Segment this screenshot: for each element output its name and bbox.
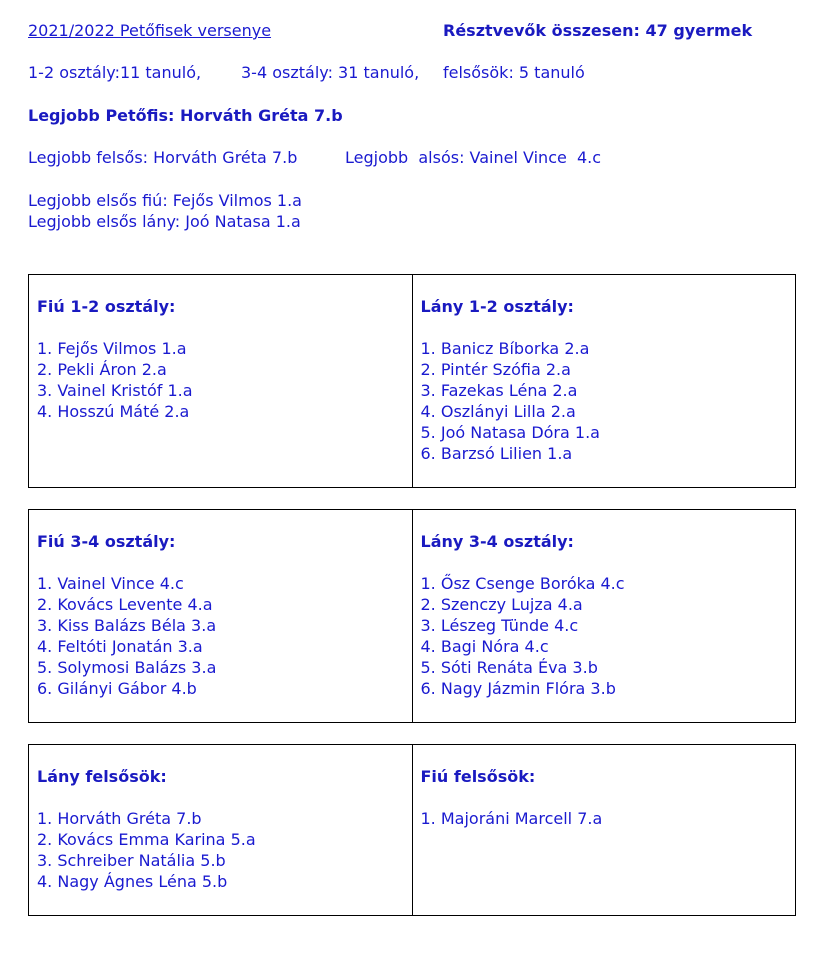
list-item: 3. Fazekas Léna 2.a xyxy=(420,381,578,400)
boys-grade-12-heading: Fiú 1-2 osztály: xyxy=(37,297,176,316)
list-item: 4. Oszlányi Lilla 2.a xyxy=(420,402,576,421)
boys-upper-cell xyxy=(412,745,796,915)
grade-12-count: 1-2 osztály:11 tanuló, xyxy=(28,63,202,82)
girls-grade-12-list xyxy=(421,338,796,464)
girls-grade-12-heading: Lány 1-2 osztály: xyxy=(420,297,574,316)
girls-grade-34-cell xyxy=(412,510,796,722)
list-item: 3. Schreiber Natália 5.b xyxy=(37,851,226,870)
document-title: 2021/2022 Petőfisek versenye xyxy=(28,21,272,40)
list-item: 5. Solymosi Balázs 3.a xyxy=(37,658,217,677)
girls-upper-cell xyxy=(29,745,412,915)
best-first-girl: Legjobb elsős lány: Joó Natasa 1.a xyxy=(28,212,301,231)
list-item: 1. Majoráni Marcell 7.a xyxy=(420,809,603,828)
upper-count: felsősök: 5 tanuló xyxy=(443,63,585,82)
girls-upper-heading: Lány felsősök: xyxy=(37,767,167,786)
list-item: 2. Kovács Emma Karina 5.a xyxy=(37,830,256,849)
list-item: 1. Horváth Gréta 7.b xyxy=(37,809,202,828)
grade-34-count: 3-4 osztály: 31 tanuló, xyxy=(241,63,420,82)
list-item: 4. Nagy Ágnes Léna 5.b xyxy=(37,872,228,891)
list-item: 3. Kiss Balázs Béla 3.a xyxy=(37,616,217,635)
results-table-grade-12 xyxy=(28,274,796,488)
list-item: 6. Nagy Jázmin Flóra 3.b xyxy=(420,679,616,698)
boys-grade-12-list xyxy=(37,338,412,422)
girls-grade-34-list xyxy=(421,573,796,699)
list-item: 5. Joó Natasa Dóra 1.a xyxy=(420,423,600,442)
results-table-upper xyxy=(28,744,796,916)
list-item: 1. Fejős Vilmos 1.a xyxy=(37,339,187,358)
list-item: 1. Ősz Csenge Boróka 4.c xyxy=(420,574,625,593)
best-lower: Legjobb alsós: Vainel Vince 4.c xyxy=(345,148,602,167)
list-item: 2. Pintér Szófia 2.a xyxy=(420,360,571,379)
list-item: 2. Kovács Levente 4.a xyxy=(37,595,213,614)
list-item: 4. Feltóti Jonatán 3.a xyxy=(37,637,203,656)
list-item: 6. Gilányi Gábor 4.b xyxy=(37,679,197,698)
boys-grade-34-heading: Fiú 3-4 osztály: xyxy=(37,532,176,551)
list-item: 2. Pekli Áron 2.a xyxy=(37,360,167,379)
list-item: 5. Sóti Renáta Éva 3.b xyxy=(420,658,598,677)
list-item: 6. Barzsó Lilien 1.a xyxy=(420,444,573,463)
list-item: 1. Vainel Vince 4.c xyxy=(37,574,184,593)
boys-grade-34-list xyxy=(37,573,412,699)
list-item: 3. Vainel Kristóf 1.a xyxy=(37,381,193,400)
best-upper: Legjobb felsős: Horváth Gréta 7.b xyxy=(28,148,298,167)
participants-total: Résztvevők összesen: 47 gyermek xyxy=(443,21,753,40)
best-petofis: Legjobb Petőfis: Horváth Gréta 7.b xyxy=(28,106,343,125)
list-item: 2. Szenczy Lujza 4.a xyxy=(420,595,583,614)
list-item: 4. Bagi Nóra 4.c xyxy=(420,637,549,656)
boys-grade-34-cell xyxy=(29,510,412,722)
boys-upper-heading: Fiú felsősök: xyxy=(420,767,536,786)
boys-grade-12-cell xyxy=(29,275,412,487)
results-table-grade-34 xyxy=(28,509,796,723)
list-item: 4. Hosszú Máté 2.a xyxy=(37,402,190,421)
girls-grade-12-cell xyxy=(412,275,796,487)
boys-upper-list xyxy=(421,808,796,829)
girls-upper-list xyxy=(37,808,412,892)
best-first-boy: Legjobb elsős fiú: Fejős Vilmos 1.a xyxy=(28,191,302,210)
list-item: 1. Banicz Bíborka 2.a xyxy=(420,339,590,358)
list-item: 3. Lészeg Tünde 4.c xyxy=(420,616,579,635)
girls-grade-34-heading: Lány 3-4 osztály: xyxy=(420,532,574,551)
